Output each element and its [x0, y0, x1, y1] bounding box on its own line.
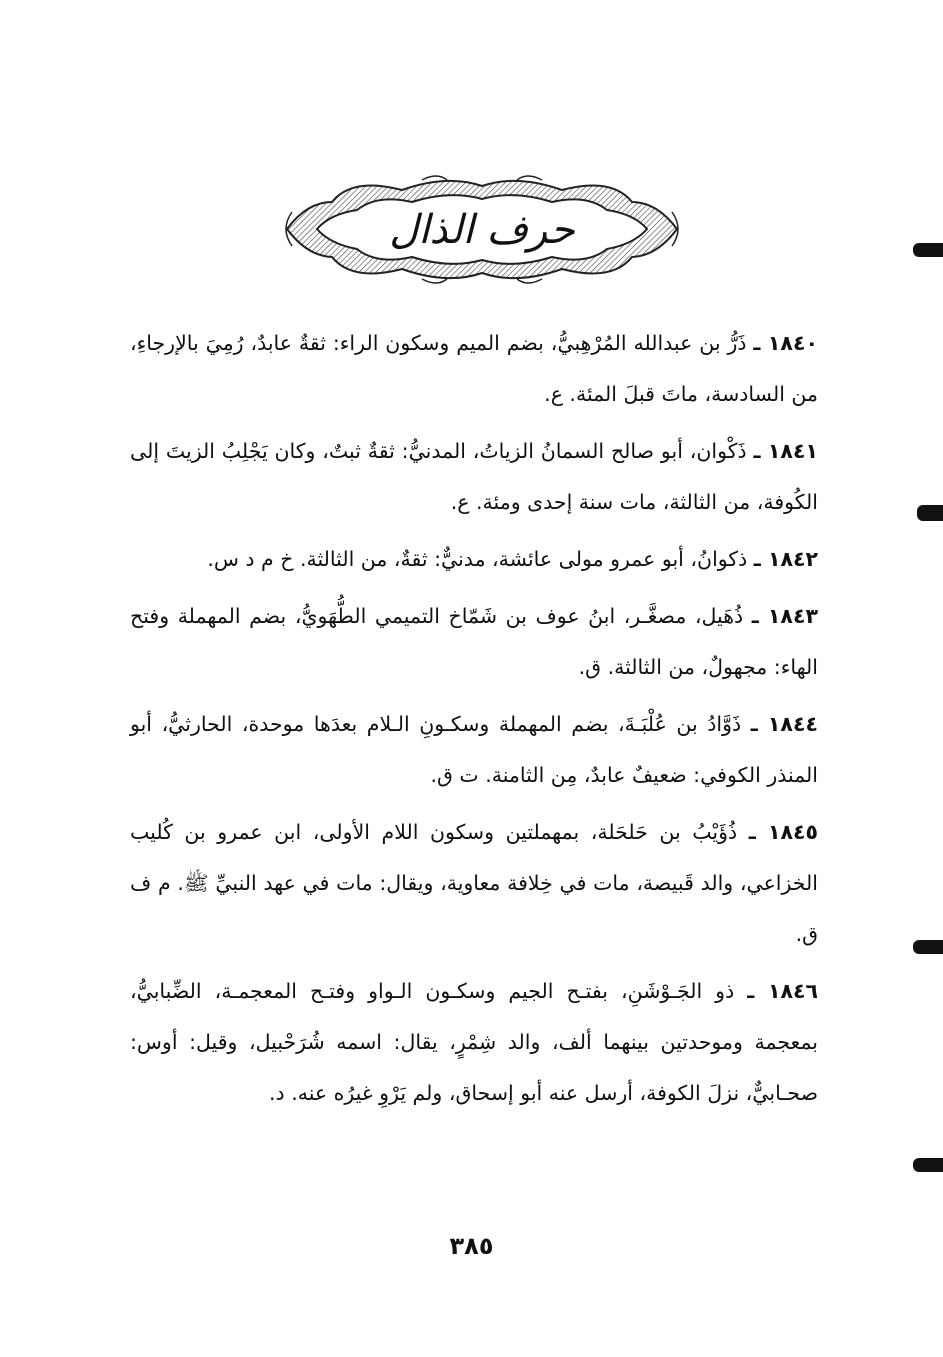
entry-text: ذو الجَـوْشَنِ، بفتـح الجيم وسكـون الـواو وفتـح المعجمـة، الضِّبابيُّ، بمعجمة وموحدتين بينهما ألف، والد شِمْرٍ، يقال: اسمه شُرَحْبيل، وقيل: أوس: صحـابيٌّ، نزلَ الكوفة، أرسل عنه أبو إسحاق، ولم يَرْوِ غيرُه عنه. د. [130, 979, 818, 1105]
margin-mark [913, 940, 943, 954]
entry-number: ١٨٤٦ ـ [747, 979, 818, 1003]
entry [130, 807, 818, 960]
entry-text: ذَوَّادُ بن عُلْبَـةَ، بضم المهملة وسكـونِ الـلام بعدَها موحدة، الحارثيُّ، أبو المنذر الكوفي: ضعيفٌ عابدٌ، مِن الثامنة. ت ق. [130, 712, 818, 787]
entry-number: ١٨٤١ ـ [753, 439, 818, 463]
entry-number: ١٨٤٢ ـ [753, 547, 818, 571]
entry-text: ذَكْوان، أبو صالح السمانُ الزياتُ، المدنيُّ: ثقةٌ ثبتٌ، وكان يَجْلِبُ الزيتَ إلى الكُوفة، من الثالثة، مات سنة إحدى ومئة. ع. [130, 439, 818, 514]
entry-number: ١٨٤٥ ـ [748, 820, 818, 844]
entry-text: ذُؤَيْبُ بن حَلحَلة، بمهملتين وسكون اللام الأولى، ابن عمرو بن كُليب الخزاعي، والد قَبيصة، مات في خِلافة معاوية، ويقال: مات في عهد النبيِّ ﷺ. م ف ق. [130, 820, 818, 946]
entry [130, 591, 818, 693]
entry-number: ١٨٤٠ ـ [753, 331, 818, 355]
chapter-title: حرف الذال [389, 206, 575, 253]
margin-mark [917, 505, 943, 521]
entry [130, 966, 818, 1119]
margin-mark [913, 1158, 943, 1172]
entry-text: ذكوانُ، أبو عمرو مولى عائشة، مدنيٌّ: ثقةٌ، من الثالثة. خ م د س. [207, 547, 748, 571]
entry [130, 534, 818, 585]
entry [130, 318, 818, 420]
entry-text: ذُهَيل، مصغَّـر، ابنُ عوف بن شَمّاخ التميمي الطُّهَويُّ، بضم المهملة وفتح الهاء: مجهولٌ، من الثالثة. ق. [130, 604, 818, 679]
entry [130, 426, 818, 528]
entries-list [130, 318, 818, 1125]
entry-number: ١٨٤٤ ـ [750, 712, 818, 736]
margin-mark [913, 243, 943, 257]
entry-text: ذَرُّ بن عبدالله المُرْهِبيُّ، بضم الميم وسكون الراء: ثقةٌ عابدٌ، رُمِيَ بالإرجاءِ، من السادسة، ماتَ قبلَ المئة. ع. [130, 331, 818, 406]
entry-number: ١٨٤٣ ـ [751, 604, 818, 628]
page-number: ٣٨٥ [449, 1232, 494, 1260]
entry [130, 699, 818, 801]
